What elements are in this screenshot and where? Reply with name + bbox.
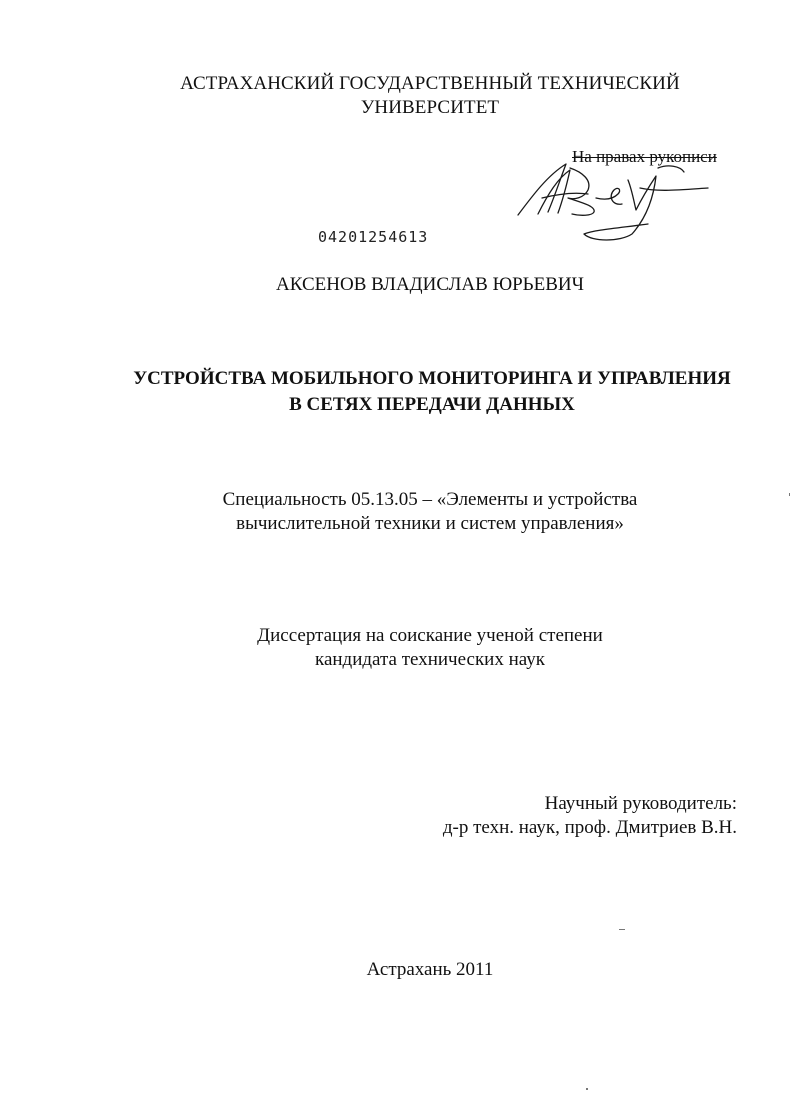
signature-stroke-5	[596, 188, 622, 204]
signature-stroke-8	[658, 166, 684, 172]
place-year: Астрахань 2011	[366, 959, 494, 980]
title-line-1: УСТРОЙСТВА МОБИЛЬНОГО МОНИТОРИНГА И УПРАВЛЕНИЯ	[133, 368, 731, 389]
specialty-line-1: Специальность 05.13.05 – «Элементы и устройства	[222, 489, 638, 510]
author-name: АКСЕНОВ ВЛАДИСЛАВ ЮРЬЕВИЧ	[276, 274, 584, 295]
signature-stroke-7	[640, 188, 708, 190]
author-signature	[508, 150, 718, 245]
degree-line-1: Диссертация на соискание ученой степени	[257, 625, 603, 646]
degree-line-2: кандидата технических наук	[315, 649, 545, 670]
signature-stroke-2	[538, 170, 570, 214]
rights-note: На правах рукописи	[572, 147, 717, 166]
dissertation-title	[60, 366, 797, 418]
scan-speck	[789, 493, 790, 496]
signature-stroke-6	[584, 176, 656, 240]
supervisor	[380, 792, 737, 840]
university-line-2: УНИВЕРСИТЕТ	[360, 97, 500, 118]
supervisor-label: Научный руководитель:	[544, 793, 737, 814]
title-line-2: В СЕТЯХ ПЕРЕДАЧИ ДАННЫХ	[289, 394, 575, 415]
specialty	[60, 488, 797, 536]
scan-speck	[619, 929, 625, 930]
specialty-line-2: вычислительной техники и систем управления»	[236, 513, 624, 534]
university-line-1: АСТРАХАНСКИЙ ГОСУДАРСТВЕННЫЙ ТЕХНИЧЕСКИЙ	[180, 73, 680, 94]
degree-statement	[60, 624, 797, 672]
scan-speck	[586, 1088, 588, 1090]
inventory-number: 04201254613	[318, 228, 429, 246]
signature-stroke-4	[568, 168, 594, 215]
university-name	[60, 72, 797, 120]
supervisor-name: д-р техн. наук, проф. Дмитриев В.Н.	[442, 817, 737, 838]
